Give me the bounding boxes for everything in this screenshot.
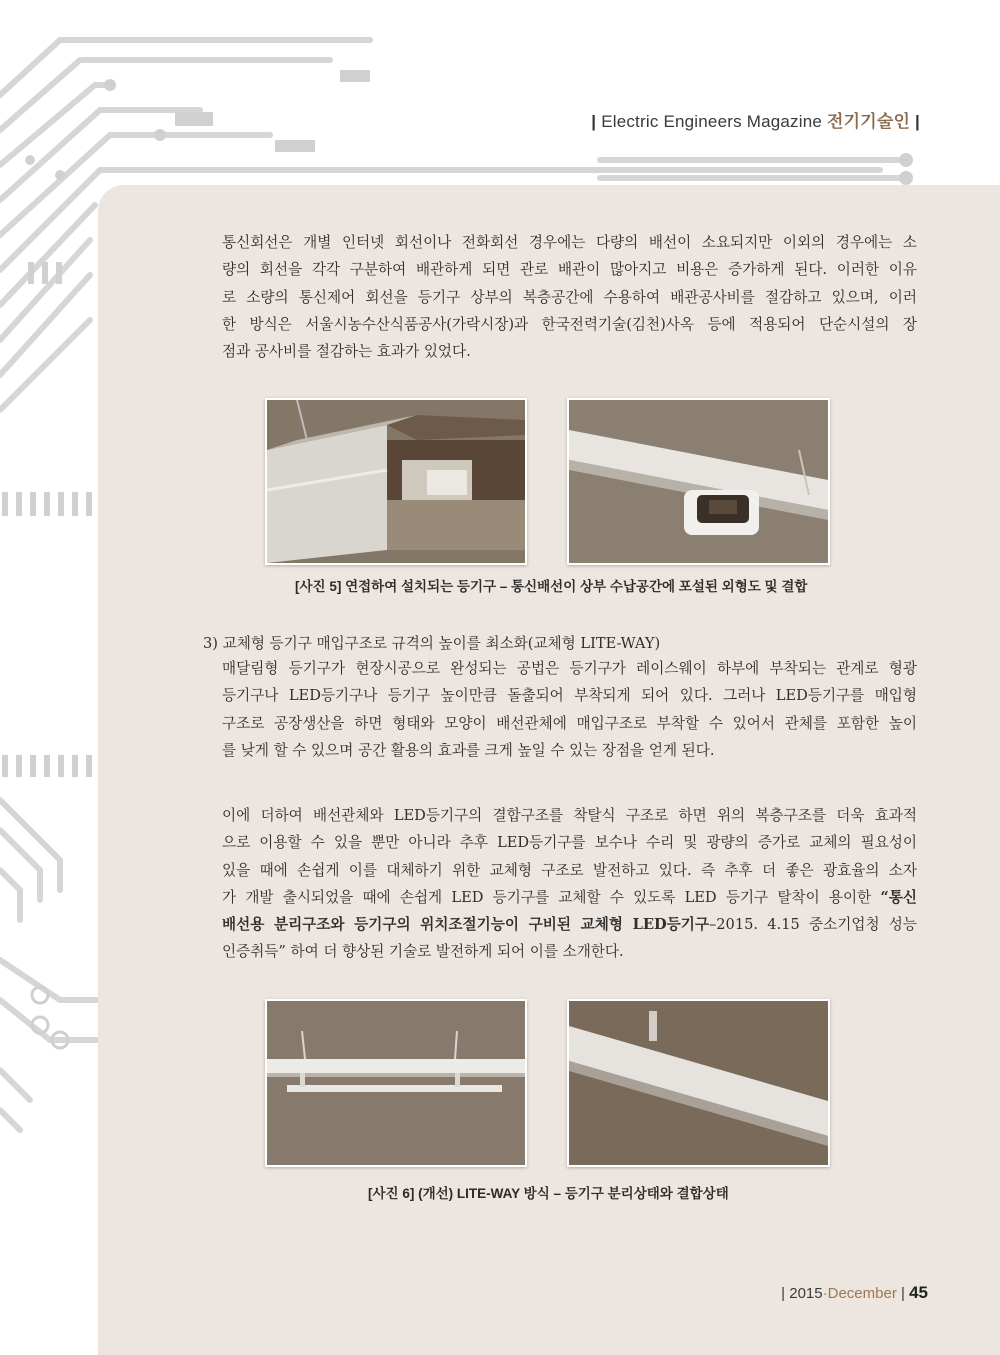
paragraph-line: 등기구나 LED등기구나 등기구 높이만큼 돌출되어 부착되게 되어 있다. 그러나 LED등기구를 매입형 — [222, 687, 917, 705]
paragraph-line — [222, 884, 917, 911]
paragraph-line: 로 소량의 통신제어 회선을 등기구 상부의 복층공간에 수용하여 배관공사비를 절감하고 있으며, 이러 — [222, 288, 917, 306]
bold-quote-open: “통신 — [880, 888, 918, 906]
magazine-korean-title: 전기기술인 — [826, 112, 911, 131]
footer-dot: · — [822, 1285, 828, 1302]
paragraph-line: 있을 때에 손쉽게 이를 대체하기 위한 교체형 구조로 발전하고 있다. 즉 추후 더 좋은 광효율의 소자 — [222, 861, 917, 879]
paragraph-line: 구조로 공장생산을 하면 형태와 모양이 배선관체에 매입구조로 부착할 수 있어서 관체를 포함한 높이 — [222, 714, 917, 732]
photo-luminaire-image — [569, 1001, 828, 1165]
footer-separator: | — [781, 1285, 786, 1302]
paragraph-1 — [222, 229, 917, 365]
photo-6-right-combined — [567, 999, 830, 1167]
paragraph-line: 인증취득” 하여 더 향상된 기술로 발전하게 되어 이를 소개한다. — [222, 943, 624, 961]
line-text: 가 개발 출시되었을 때에 손쉽게 LED 등기구를 교체할 수 있도록 LED 등기구 탈착이 용이한 — [222, 888, 872, 906]
photo-6-left-separated — [265, 999, 527, 1167]
magazine-name: Electric Engineers Magazine — [601, 112, 823, 131]
photo-5-left-luminaire-open — [265, 398, 527, 565]
photo-luminaire-image — [569, 400, 828, 563]
header-separator: | — [915, 112, 920, 131]
photo-luminaire-image — [267, 400, 525, 563]
footer-separator: | — [901, 1285, 905, 1302]
paragraph-line: 한 방식은 서울시농수산식품공사(가락시장)과 한국전력기술(김천)사옥 등에 적용되어 단순시설의 장 — [222, 315, 917, 333]
line-text: –2015. 4.15 중소기업청 성능 — [708, 916, 917, 934]
footer-month: December — [827, 1285, 897, 1302]
photo-5-right-luminaire-joint — [567, 398, 830, 565]
header-separator: | — [591, 112, 597, 131]
paragraph-line: 매달림형 등기구가 현장시공으로 완성되는 공법은 등기구가 레이스웨이 하부에 부착되는 관계로 형광 — [222, 660, 917, 677]
page-footer — [781, 1283, 928, 1303]
page-number: 45 — [909, 1283, 928, 1302]
footer-year: 2015 — [789, 1285, 823, 1302]
magazine-header — [591, 107, 920, 132]
paragraph-line: 점과 공사비를 절감하는 효과가 있었다. — [222, 343, 471, 361]
section-3-body — [222, 655, 917, 764]
paragraph-line: 를 낮게 할 수 있으며 공간 활용의 효과를 크게 높일 수 있는 장점을 얻게 된다. — [222, 741, 715, 759]
bold-product-name: 배선용 분리구조와 등기구의 위치조절기능이 구비된 교체형 LED등기구 — [222, 916, 709, 934]
paragraph-line: 이에 더하여 배선관체와 LED등기구의 결합구조를 착탈식 구조로 하면 위의 복층구조를 더욱 효과적 — [222, 807, 917, 824]
photo-luminaire-image — [267, 1001, 525, 1165]
paragraph-line: 량의 회선을 각각 구분하여 배관하게 되면 관로 배관이 많아지고 비용은 증가하게 된다. 이러한 이유 — [222, 261, 917, 279]
paragraph-line: 통신회선은 개별 인터넷 회선이나 전화회선 경우에는 다량의 배선이 소요되지만 이외의 경우에는 소 — [222, 234, 917, 251]
photo-5-caption: [사진 5] 연접하여 설치되는 등기구 – 통신배선이 상부 수납공간에 포설된 외형도 및 결합 — [295, 579, 808, 594]
photo-6-caption: [사진 6] (개선) LITE-WAY 방식 – 등기구 분리상태와 결합상태 — [368, 1186, 729, 1201]
section-3-heading: 3) 교체형 등기구 매입구조로 규격의 높이를 최소화(교체형 LITE-WAY) — [203, 635, 661, 652]
paragraph-line: 으로 이용할 수 있을 뿐만 아니라 추후 LED등기구를 보수나 수리 및 광량의 증가로 교체의 필요성이 — [222, 834, 917, 852]
paragraph-3 — [222, 802, 917, 966]
paragraph-line — [222, 911, 917, 938]
